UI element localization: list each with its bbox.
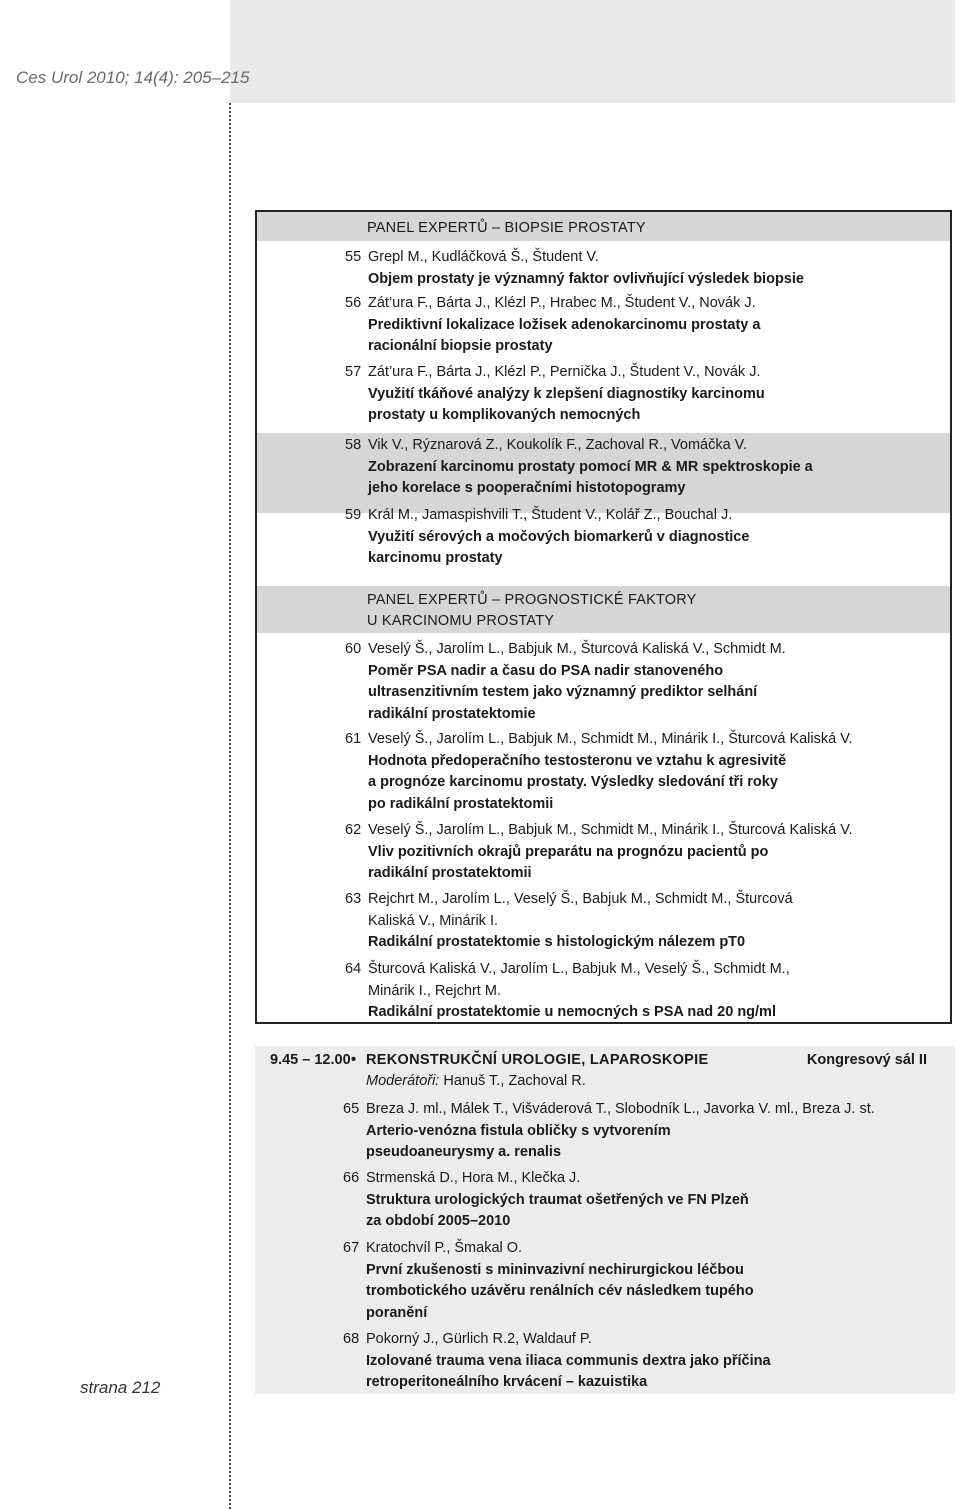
- abstract-title: Struktura urologických traumat ošetřených ve FN Plzeň za období 2005–2010: [366, 1191, 749, 1229]
- abstract-authors: Zát’ura F., Bárta J., Klézl P., Pernička J., Študent V., Novák J.: [368, 364, 761, 380]
- abstract-title: Prediktivní lokalizace ložisek adenokarcinomu prostaty a racionální biopsie prostaty: [368, 316, 761, 354]
- expert-panels-box: [255, 210, 952, 1024]
- abstract-title: První zkušenosti s mininvazivní nechirurgickou léčbou trombotického uzávěru renálních cév následkem tupého poranění: [366, 1261, 754, 1321]
- abstract-number: 59: [345, 507, 362, 523]
- abstract-number: 67: [343, 1240, 360, 1256]
- abstract-entry: [345, 729, 945, 815]
- abstract-number: 62: [345, 822, 362, 838]
- abstract-title: Poměr PSA nadir a času do PSA nadir stanoveného ultrasenzitivním testem jako významný prediktor selhání radikální prostatektomie: [368, 662, 758, 722]
- abstract-title: Radikální prostatektomie s histologickým nálezem pT0: [368, 934, 746, 950]
- abstract-number: 58: [345, 437, 362, 453]
- abstract-authors: Kratochvíl P., Šmakal O.: [366, 1240, 523, 1256]
- abstract-entry: [343, 1168, 943, 1233]
- abstract-authors: Strmenská D., Hora M., Klečka J.: [366, 1170, 581, 1186]
- abstract-entry: [343, 1238, 943, 1324]
- abstract-entry: [343, 1099, 943, 1164]
- abstract-authors: Šturcová Kaliská V., Jarolím L., Babjuk M., Veselý Š., Schmidt M., Minárik I., Rejchrt M.: [368, 961, 790, 999]
- abstract-entry: [345, 293, 945, 358]
- abstract-authors: Vik V., Rýznarová Z., Koukolík F., Zachoval R., Vomáčka V.: [368, 437, 748, 453]
- abstract-authors: Veselý Š., Jarolím L., Babjuk M., Schmidt M., Minárik I., Šturcová Kaliská V.: [368, 731, 853, 747]
- panel1-title: PANEL EXPERTŮ – BIOPSIE PROSTATY: [367, 220, 646, 236]
- abstract-authors: Veselý Š., Jarolím L., Babjuk M., Schmidt M., Minárik I., Šturcová Kaliská V.: [368, 822, 853, 838]
- session-name: REKONSTRUKČNÍ UROLOGIE, LAPAROSKOPIE: [366, 1052, 709, 1068]
- abstract-entry: [345, 435, 945, 500]
- page-number: strana 212: [80, 1378, 161, 1397]
- panel2-title-line1: PANEL EXPERTŮ – PROGNOSTICKÉ FAKTORY: [367, 592, 697, 608]
- abstract-number: 66: [343, 1170, 360, 1186]
- abstract-title: Arterio-venózna fistula obličky s vytvorením pseudoaneurysmy a. renalis: [366, 1122, 671, 1160]
- abstract-title: Vliv pozitivních okrajů preparátu na prognózu pacientů po radikální prostatektomii: [368, 843, 769, 881]
- abstract-number: 64: [345, 961, 362, 977]
- session-bullet: •: [351, 1052, 357, 1068]
- abstract-title: Radikální prostatektomie u nemocných s PSA nad 20 ng/ml: [368, 1004, 776, 1020]
- abstract-entry: [343, 1329, 943, 1394]
- abstract-authors: Breza J. ml., Málek T., Višváderová T., Slobodník L., Javorka V. ml., Breza J. st.: [366, 1101, 875, 1117]
- abstract-number: 56: [345, 295, 362, 311]
- moderators-label: Moderátoři:: [366, 1073, 440, 1089]
- abstract-entry: [345, 959, 945, 1024]
- abstract-number: 68: [343, 1331, 360, 1347]
- abstract-number: 55: [345, 249, 362, 265]
- abstract-number: 63: [345, 891, 362, 907]
- session-moderators: [366, 1073, 586, 1089]
- abstract-number: 65: [343, 1101, 360, 1117]
- abstract-entry: [345, 889, 945, 954]
- abstract-title: Izolované trauma vena iliaca communis dextra jako příčina retroperitoneálního krvácení – kazuistika: [366, 1352, 771, 1390]
- session-time: 9.45 – 12.00: [270, 1052, 351, 1068]
- abstract-title: Objem prostaty je významný faktor ovlivňující výsledek biopsie: [368, 270, 804, 287]
- abstract-authors: Rejchrt M., Jarolím L., Veselý Š., Babjuk M., Schmidt M., Šturcová Kaliská V., Minárik I.: [368, 891, 793, 929]
- abstract-entry: [345, 820, 945, 885]
- abstract-authors: Zát’ura F., Bárta J., Klézl P., Hrabec M., Študent V., Novák J.: [368, 295, 756, 311]
- abstract-authors: Veselý Š., Jarolím L., Babjuk M., Šturcová Kaliská V., Schmidt M.: [368, 641, 786, 657]
- abstract-entry: [345, 362, 945, 427]
- abstract-entry: [345, 639, 945, 725]
- abstract-number: 57: [345, 364, 362, 380]
- abstract-title: Hodnota předoperačního testosteronu ve vztahu k agresivitě a prognóze karcinomu prostaty. Výsledky sledování tři roky po radikální prostatektomii: [368, 752, 787, 812]
- moderators-names: Hanuš T., Zachoval R.: [443, 1073, 586, 1089]
- abstract-entry: [345, 505, 945, 570]
- journal-reference: Ces Urol 2010; 14(4): 205–215: [16, 68, 250, 87]
- abstract-number: 60: [345, 641, 362, 657]
- abstract-number: 61: [345, 731, 362, 747]
- margin-divider: [229, 103, 231, 1509]
- session-room: Kongresový sál II: [806, 1052, 927, 1068]
- abstract-authors: Pokorný J., Gürlich R.2, Waldauf P.: [366, 1331, 592, 1347]
- abstract-title: Zobrazení karcinomu prostaty pomocí MR & MR spektroskopie a jeho korelace s pooperačními histotopogramy: [368, 458, 813, 496]
- panel2-title-line2: U KARCINOMU PROSTATY: [367, 613, 555, 629]
- session-block: [255, 1046, 955, 1394]
- abstract-title: Využití tkáňové analýzy k zlepšení diagnostiky karcinomu prostaty u komplikovaných nemocných: [368, 385, 765, 423]
- abstract-title: Využití sérových a močových biomarkerů v diagnostice karcinomu prostaty: [368, 528, 750, 566]
- abstract-entry: [345, 247, 945, 290]
- abstract-authors: Král M., Jamaspishvili T., Študent V., Kolář Z., Bouchal J.: [368, 507, 733, 523]
- panel2-title: [367, 590, 697, 632]
- abstract-authors: Grepl M., Kudláčková Š., Študent V.: [368, 249, 599, 265]
